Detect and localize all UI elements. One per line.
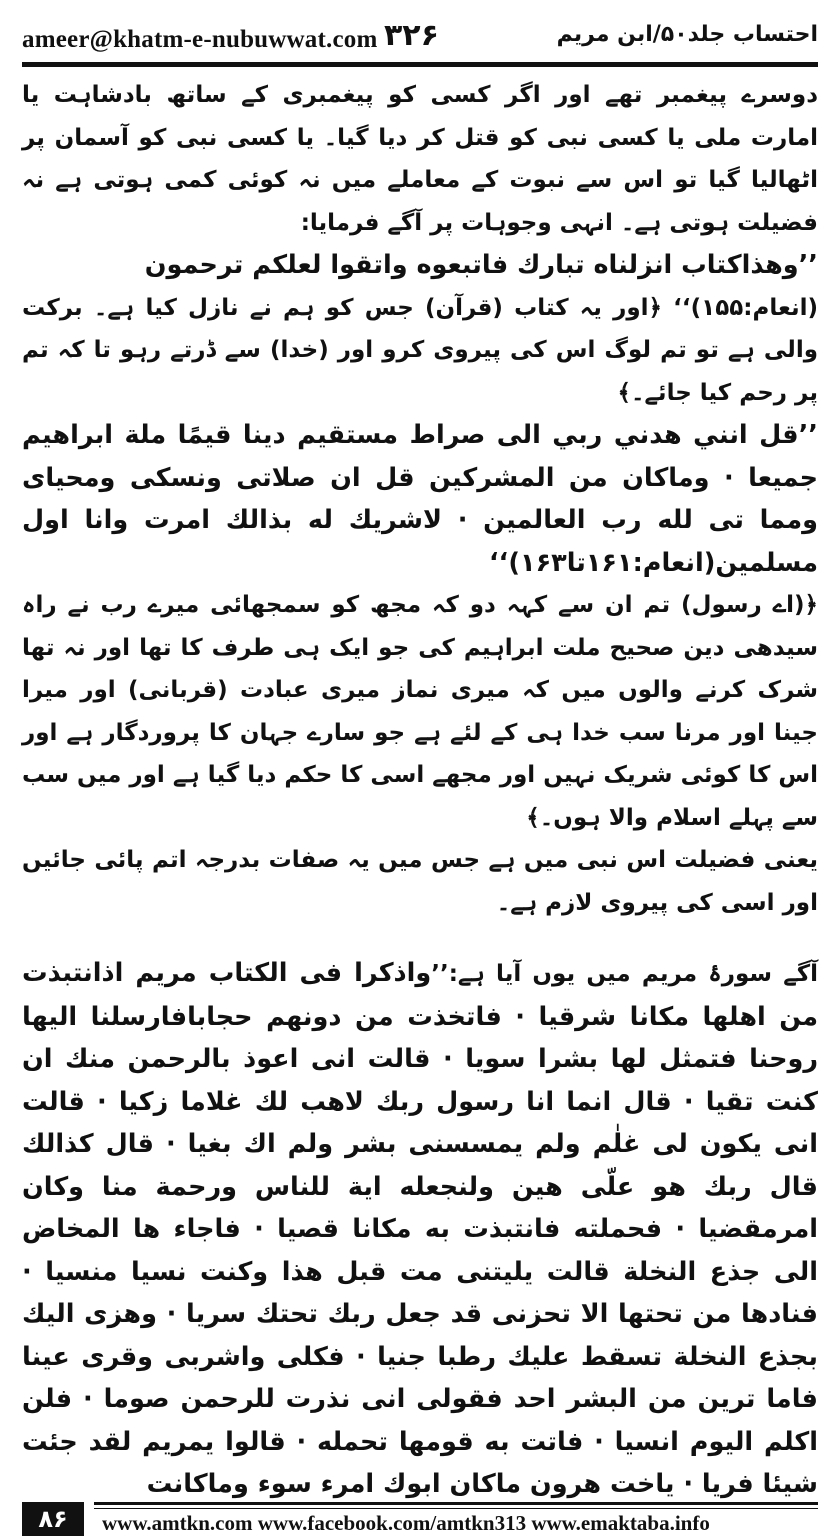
page-body [22,74,818,1506]
quran-quote-anam-161: ’’قل انني هدني ربي الى صراط مستقيم دينا قيمًا ملة ابراهيم جميعا · وماكان من المشركين قل ان صلاتى ونسكى ومحياى ومما تى لله رب العالمين · لاشريك له بذالك امرت وانا اول مسلمين(انعام:۱۶۱تا۱۶۳)‘‘ [22,420,818,578]
paragraph-intro: دوسرے پیغمبر تھے اور اگر کسی کو پیغمبری کے ساتھ بادشاہت یا امارت ملی یا کسی نبی کو قتل کر دیا گیا۔ یا کسی نبی کو آسمان پر اٹھالیا گیا تو اس سے نبوت کے معاملے میں نہ کوئی کمی ہوتی ہے نہ فضیلت ہوتی ہے۔ انہی وجوہات پر آگے فرمایا: [22,82,818,236]
paragraph-virtue: یعنی فضیلت اس نبی میں ہے جس میں یہ صفات بدرجہ اتم پائی جائیں اور اسی کی پیروی لازم ہے۔ [22,847,818,916]
paragraph-gap [22,924,818,952]
footer-rule-thin [94,1508,818,1509]
translation-anam-161: ﴿(اے رسول) تم ان سے کہہ دو کہ مجھ کو سمجھائی میرے رب نے راہ سیدھی دین صحیح ملت ابراہیم کی جو ایک ہی طرف کا تھا اور نہ تھا شرک کرنے والوں میں کہ میری نماز میری عبادت (قربانی) اور میرا جینا اور مرنا سب خدا ہی کے لئے ہے جو سارے جہان کا پروردگار ہے اور اس کا کوئی شریک نہیں اور مجھے اسی کا حکم دیا گیا ہے اور میں سب سے پہلے اسلام والا ہوں۔﴾ [22,592,818,831]
page-footer [22,1502,818,1536]
footer-rule [94,1502,818,1505]
header-book-title: احتساب جلد۵۰/ابن مریم [556,22,818,47]
translation-anam-155: (انعام:۱۵۵)‘‘ ﴿اور یہ کتاب (قرآن) جس کو ہم نے نازل کیا ہے۔ برکت والی ہے تو تم لوگ اس کی پیروی کرو اور (خدا) سے ڈرتے رہو تا کہ تم پر رحم کیا جائے۔﴾ [22,294,818,406]
footer-page-number: ۸۶ [22,1502,84,1536]
surah-maryam-intro: آگے سورۂ مریم میں یوں آیا ہے:’’ [431,961,818,987]
page-header [22,14,818,60]
surah-maryam-verses: واذكرا فى الكتاب مريم اذانتبذت من اهلها مكانا شرقيا · فاتخذت من دونهم حجابافارسلنا اليها روحنا فتمثل لها بشرا سويا · قالت انى اعوذ بالرحمن منك ان كنت تقيا · قال انما انا رسول ربك لاهب لك غلاما زكيا · قالت انى يكون لى غلٰم ولم يمسسنى بشر ولم اك بغيا · قال كذالك قال ربك هو علّى هين ولنجعله اية للناس ورحمة منا وكان امرمقضيا · فحملته فانتبذت به مكانا قصيا · فاجاء ها المخاض الى جذع النخلة قالت يليتنى مت قبل هذا وكنت نسيا منسيا · فنادها من تحتها الا تحزنى قد جعل ربك تحتك سريا · وهزى اليك بجذع النخلة تسقط عليك رطبا جنيا · فكلى واشربى وقرى عينا فاما ترين من البشر احد فقولى انى نذرت للرحمن صوما · فلن اكلم اليوم انسيا · فاتت به قومها تحمله · قالوا يمريم لقد جئت شيئا فريا · ياخت هرون ماكان ابوك امرء سوء وماكانت [22,958,818,1499]
header-email: ameer@khatm-e-nubuwwat.com [22,26,378,53]
footer-urls: www.amtkn.com www.facebook.com/amtkn313 www.emaktaba.info [102,1511,710,1535]
quran-quote-anam-155: ’’وهذاكتاب انزلناه تبارك فاتبعوه واتقوا لعلكم ترحمون [144,250,818,280]
header-rule [22,62,818,67]
paragraph-surah-maryam [22,952,818,1506]
header-page-number: ۳۲۶ [384,18,439,53]
